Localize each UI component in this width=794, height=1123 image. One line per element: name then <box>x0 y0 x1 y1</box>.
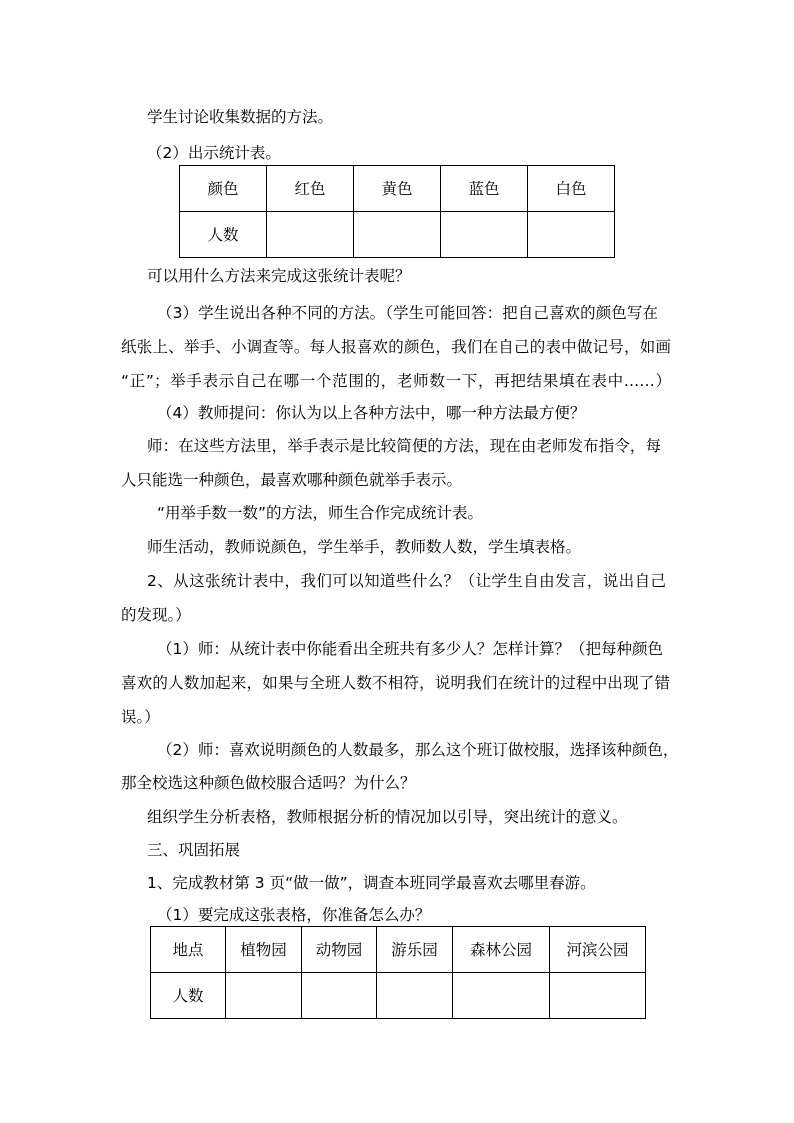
paragraph-discuss-methods: 学生讨论收集数据的方法。 <box>147 108 334 126</box>
table-cell <box>441 212 528 258</box>
table-row-label: 人数 <box>180 212 267 258</box>
paragraph-student-methods-cont: 纸张上、举手、小调查等。每人报喜欢的颜色，我们在自己的表中做记号，如画 <box>121 338 671 356</box>
paragraph-teacher-instruction-cont: 人只能选一种颜色，最喜欢哪种颜色就举手表示。 <box>121 471 463 489</box>
paragraph-exercise: 1、完成教材第 3 页“做一做”，调查本班同学最喜欢去哪里春游。 <box>147 874 596 892</box>
table-header-cell: 颜色 <box>180 166 267 212</box>
table-cell <box>453 973 550 1019</box>
section-heading-consolidate: 三、巩固拓展 <box>147 841 241 859</box>
paragraph-count-method: “用举手数一数”的方法，师生合作完成统计表。 <box>157 504 484 522</box>
paragraph-class-total: （1）师：从统计表中你能看出全班共有多少人？怎样计算？（把每种颜色 <box>157 640 663 658</box>
paragraph-uniform-question-cont: 那全校选这种颜色做校服合适吗？为什么？ <box>121 774 416 792</box>
table-header-cell: 游乐园 <box>377 927 453 973</box>
paragraph-method-question: 可以用什么方法来完成这张统计表呢？ <box>147 267 411 285</box>
paragraph-uniform-question: （2）师：喜欢说明颜色的人数最多，那么这个班订做校服，选择该种颜色， <box>157 741 679 759</box>
table-cell <box>354 212 441 258</box>
table-cell <box>377 973 453 1019</box>
paragraph-student-methods: （3）学生说出各种不同的方法。（学生可能回答：把自己喜欢的颜色写在 <box>157 304 658 322</box>
paragraph-teacher-instruction: 师：在这些方法里，举手表示是比较简便的方法，现在由老师发布指令，每 <box>147 437 661 455</box>
table-header-cell: 地点 <box>151 927 226 973</box>
paragraph-question-2: 2、从这张统计表中，我们可以知道些什么？（让学生自由发言，说出自己 <box>147 572 666 590</box>
table-header-cell: 蓝色 <box>441 166 528 212</box>
paragraph-analysis: 组织学生分析表格，教师根据分析的情况加以引导，突出统计的意义。 <box>147 808 628 826</box>
paragraph-activity: 师生活动，教师说颜色，学生举手，教师数人数，学生填表格。 <box>147 538 582 556</box>
paragraph-show-table: （2）出示统计表。 <box>147 144 281 162</box>
table-header-cell: 植物园 <box>226 927 302 973</box>
paragraph-question-2-cont: 的发现。） <box>121 606 191 624</box>
place-stat-table <box>150 926 646 1019</box>
table-header-cell: 黄色 <box>354 166 441 212</box>
table-row <box>151 973 646 1019</box>
table-row <box>180 212 615 258</box>
table-header-cell: 白色 <box>528 166 615 212</box>
table-row-label: 人数 <box>151 973 226 1019</box>
table-header-cell: 动物园 <box>302 927 377 973</box>
paragraph-exercise-question: （1）要完成这张表格，你准备怎么办？ <box>157 906 431 924</box>
table-header-cell: 森林公园 <box>453 927 550 973</box>
table-header-cell: 红色 <box>267 166 354 212</box>
table-cell <box>550 973 646 1019</box>
paragraph-student-methods-cont: “正”；举手表示自己在哪一个范围的，老师数一下，再把结果填在表中……） <box>121 372 671 390</box>
table-cell <box>302 973 377 1019</box>
table-cell <box>226 973 302 1019</box>
table-header-cell: 河滨公园 <box>550 927 646 973</box>
table-cell <box>528 212 615 258</box>
table-cell <box>267 212 354 258</box>
table-header-row <box>151 927 646 973</box>
paragraph-teacher-question: （4）教师提问：你认为以上各种方法中，哪一种方法最方便？ <box>157 404 586 422</box>
paragraph-class-total-cont: 喜欢的人数加起来，如果与全班人数不相符，说明我们在统计的过程中出现了错 <box>121 674 670 692</box>
color-stat-table <box>179 165 615 258</box>
table-header-row <box>180 166 615 212</box>
paragraph-class-total-cont: 误。） <box>121 708 160 726</box>
